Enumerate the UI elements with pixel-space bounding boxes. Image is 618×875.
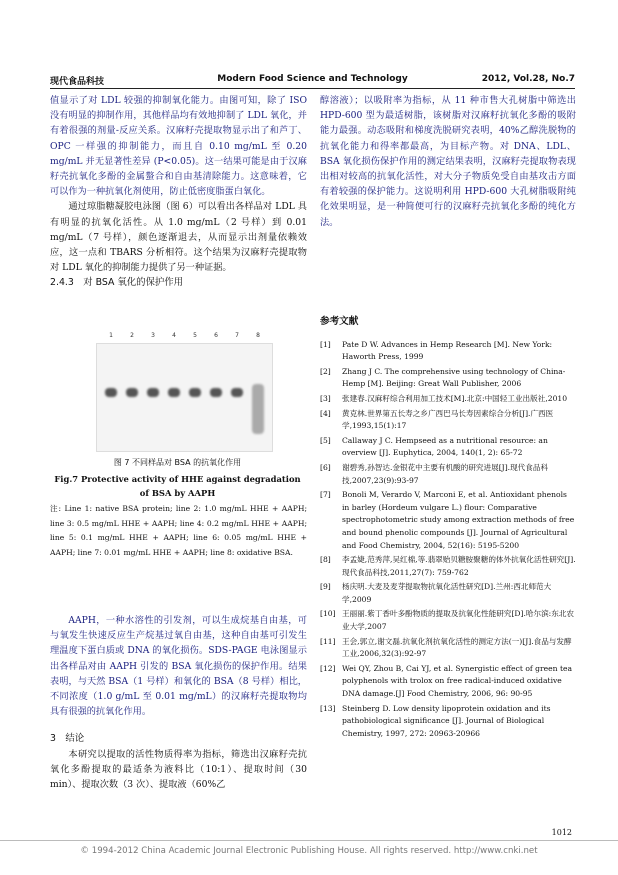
journal-name-cn: 现代食品科技 — [50, 77, 105, 87]
references-title: 参考文献 — [320, 316, 359, 327]
gel-band — [168, 388, 180, 397]
reference-number: [10] — [320, 609, 336, 619]
reference-number: [4] — [320, 408, 331, 418]
gel-band — [126, 388, 138, 397]
section-heading-2-4-3: 2.4.3 对 BSA 氧化的保护作用 — [50, 277, 183, 289]
page-number: 1012 — [551, 828, 572, 837]
figure-note: 注: Line 1: native BSA protein; line 2: 1.0 mg/mL HHE + AAPH; line 3: 0.5 mg/mL HHE + AAPH; line 4: 0.2 mg/mL HHE + AAPH; line 5: 0.1 mg/mL HHE + AAPH; line 6: 0.05 mg/mL HHE + AAPH; line 7: 0.01 mg/mL HHE + AAPH; line 8: oxidative BSA. — [50, 504, 307, 557]
reference-item — [320, 663, 576, 701]
reference-item — [320, 462, 576, 487]
right-column — [320, 93, 576, 230]
reference-number: [1] — [320, 339, 331, 349]
paragraph-agarose-gel: 通过琼脂糖凝胶电泳图（图 6）可以看出各样品对 LDL 具有明显的抗氧化活性。从 1.0 mg/mL（2 号样）到 0.01 mg/mL（7 号样），颜色逐渐退去，从而显示出剂量依赖效应，这一点和 TBARS 分析相符。这个结果为汉麻籽壳提取物对 LDL 氧化的抑制能力提供了另一种证据。 — [50, 201, 307, 274]
gel-lane-label: 2 — [130, 332, 134, 339]
gel-lane-label: 5 — [193, 332, 197, 339]
reference-text: 王会,郭立,谢文磊.抗氧化剂抗氧化活性的测定方法(一)[J].食品与发酵工业,2006,32(3):92-97 — [342, 636, 572, 659]
reference-item — [320, 435, 576, 460]
reference-number: [12] — [320, 663, 336, 673]
gel-band — [189, 388, 201, 397]
figure-caption-en: Fig.7 Protective activity of HHE against degradation of BSA by AAPH — [54, 474, 301, 498]
reference-text: Wei QY, Zhou B, Cai YJ, et al. Synergistic effect of green tea polyphenols with trolox on free radical-induced oxidative DNA damage.[J] Food Chemistry, 2006, 96: 90-95 — [342, 663, 573, 699]
gel-lane-label: 3 — [151, 332, 155, 339]
gel-lane-label: 7 — [235, 332, 239, 339]
reference-number: [8] — [320, 555, 331, 565]
reference-number: [9] — [320, 582, 331, 592]
paragraph-aaph: AAPH，一种水溶性的引发剂，可以生成烷基自由基，可与氧发生快速反应生产烷基过氧自由基，这种自由基可引发生理温度下蛋白质或 DNA 的氧化损伤。SDS-PAGE 电泳图显示出各样品对由 AAPH 引发的 BSA 氧化损伤的保护作用。结果表明，与天然 BSA（1 号样）和氧化的 BSA（8 号样）相比，不同浓度（1.0 g/mL 至 0.01 mg/mL）的汉麻籽壳提取物均具有很强的抗氧化作用。 — [50, 615, 307, 718]
gel-band — [105, 388, 117, 397]
gel-band — [147, 388, 159, 397]
reference-text: 谢碧秀,孙智达.金银花中主要有机酸的研究进展[J].现代食品科技,2007,23(9):93-97 — [342, 462, 549, 485]
reference-number: [5] — [320, 435, 331, 445]
volume-issue: 2012, Vol.28, No.7 — [481, 74, 575, 84]
gel-lane-label: 8 — [256, 332, 260, 339]
gel-band — [231, 388, 243, 397]
gel-band — [210, 388, 222, 397]
reference-item — [320, 581, 576, 606]
reference-text: Zhang J C. The comprehensive using technology of China-Hemp [M]. Beijing: Great Wall Publisher, 2006 — [342, 366, 566, 389]
reference-number: [6] — [320, 462, 331, 472]
reference-number: [3] — [320, 393, 331, 403]
reference-item — [320, 489, 576, 552]
left-column — [50, 93, 307, 291]
reference-item — [320, 366, 576, 391]
sds-page-gel-image — [96, 332, 273, 452]
reference-number: [2] — [320, 366, 331, 376]
journal-name-en: Modern Food Science and Technology — [217, 74, 408, 84]
footer-rule — [0, 840, 618, 841]
reference-number: [7] — [320, 490, 331, 500]
reference-text: 张建春.汉麻籽综合利用加工技术[M].北京:中国轻工业出版社,2010 — [342, 393, 568, 403]
gel-lane-label: 4 — [172, 332, 176, 339]
reference-number: [11] — [320, 636, 336, 646]
reference-text: Callaway J C. Hempseed as a nutritional resource: an overview [J]. Euphytica, 2004, 140(1, 2): 65-72 — [342, 435, 548, 458]
reference-text: 杨庆明.大麦及麦芽提取物抗氧化活性研究[D].兰州:西北师范大学,2009 — [342, 582, 552, 604]
reference-item — [320, 703, 576, 741]
gel-lane-label: 6 — [214, 332, 218, 339]
paragraph-conclusion-cont: 醇溶液）；以吸附率为指标，从 11 种市售大孔树脂中筛选出 HPD-600 型为最适树脂，该树脂对汉麻籽抗氧化多酚的吸附能力最强。动态吸附和梯度洗脱研究表明，40%乙醇洗脱物的抗氧化能力和得率都最高，为目标产物。对 DNA、LDL、BSA 氧化损伤保护作用的测定结果表明，汉麻籽壳提取物表现出相对较高的抗氧化活性，对大分子物质免受自由基攻击方面有着较强的保护能力。这说明利用 HPD-600 大孔树脂吸附纯化效果明显，是一种简便可行的汉麻籽壳抗氧化多酚的纯化方法。 — [320, 95, 576, 228]
reference-text: 黄克林.世界第五长寿之乡广西巴马长寿因素综合分析[J].广西医学,1993,15(1):17 — [342, 408, 554, 431]
reference-text: 王丽丽.紫丁香叶多酚物质的提取及抗氧化性能研究[D].哈尔滨:东北农业大学,2007 — [342, 609, 575, 632]
reference-item — [320, 408, 576, 433]
section-heading-conclusion: 3 结论 — [50, 733, 85, 745]
paragraph-conclusion: 本研究以提取的活性物质得率为指标，筛选出汉麻籽壳抗氧化多酚提取的最适条为液料比（10:1）、提取时间（30 min）、提取次数（3 次）、提取液（60%乙 — [50, 748, 307, 791]
copyright-footer: © 1994-2012 China Academic Journal Electronic Publishing House. All rights reserved. http://www.cnki.net — [80, 846, 538, 856]
reference-text: 李孟婕,范秀萍,吴红棉,等.翡翠贻贝糖胺聚糖的体外抗氧化活性研究[J].现代食品科技,2011,27(7): 759-762 — [342, 555, 576, 577]
gel-lane-label: 1 — [109, 332, 113, 339]
gel-band — [252, 384, 264, 434]
reference-item — [320, 636, 576, 661]
paragraph-ldl-result: 值显示了对 LDL 较强的抑制氧化能力。由图可知，除了 ISO 没有明显的抑制作用，其他样品均有效地抑制了 LDL 氧化，并有着很强的剂量-反应关系。汉麻籽壳提取物显示出了和芦丁、OPC 一样强的抑制能力，而且自 0.10 mg/mL 至 0.20 mg/mL 并无显著性差异 (P<0.05)。这一结果可能是由于汉麻籽壳抗氧化多酚的金属螯合和自由基清除能力。这意味着，它可以作为一种抗氧化剂使用，防止低密度脂蛋白氧化。 — [50, 95, 307, 198]
reference-text: Steinberg D. Low density lipoprotein oxidation and its pathobiological significance [J]. Journal of Biological Chemistry, 1997, 272: 20963-20966 — [342, 703, 551, 738]
references-section — [320, 316, 576, 742]
reference-item — [320, 393, 576, 406]
reference-text: Pate D W. Advances in Hemp Research [M]. New York: Haworth Press, 1999 — [342, 339, 553, 362]
reference-list — [320, 339, 576, 741]
left-column-lower — [50, 613, 307, 792]
reference-number: [13] — [320, 703, 336, 713]
reference-text: Bonoli M, Verardo V, Marconi E, et al. Antioxidant phenols in barley (Hordeum vulgare L.) flour: Comparative spectrophotometric study among extraction methods of free and bound phenolic compounds [J]. Journal of Agricultural and Food Chemistry, 2004, 52(16): 5195-5200 — [342, 490, 575, 550]
reference-item — [320, 554, 576, 579]
reference-item — [320, 339, 576, 364]
reference-item — [320, 608, 576, 633]
header-rule — [50, 88, 575, 89]
figure-caption-cn: 图 7 不同样品对 BSA 的抗氧化作用 — [113, 458, 242, 467]
